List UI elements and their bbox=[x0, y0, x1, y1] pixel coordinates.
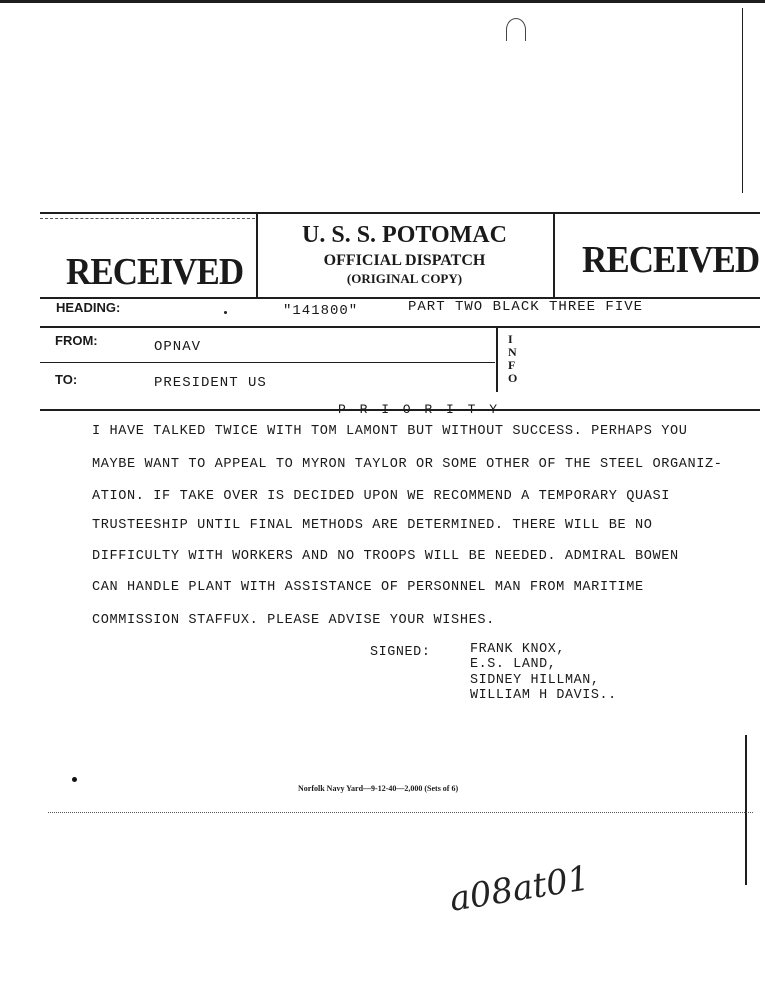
footer-dot bbox=[72, 777, 77, 782]
received-stamp-right: RECEIVED bbox=[582, 239, 760, 281]
footer-dashed-line bbox=[48, 812, 753, 813]
from-top-border bbox=[40, 326, 760, 328]
heading-number: "141800" bbox=[283, 303, 359, 319]
header-dashed-line bbox=[40, 218, 255, 219]
heading-dot bbox=[224, 311, 227, 314]
message-line: I HAVE TALKED TWICE WITH TOM LAMONT BUT WITHOUT SUCCESS. PERHAPS YOU bbox=[92, 424, 688, 439]
heading-top-border bbox=[40, 297, 760, 299]
header-divider-right bbox=[553, 212, 555, 298]
signed-label: SIGNED: bbox=[370, 645, 431, 660]
form-print-note: Norfolk Navy Yard—9-12-40—2,000 (Sets of 6) bbox=[298, 784, 459, 793]
to-top-border bbox=[40, 362, 495, 363]
copy-type: (ORIGINAL COPY) bbox=[346, 271, 463, 286]
received-stamp-left: RECEIVED bbox=[66, 251, 244, 293]
from-label: FROM: bbox=[55, 333, 98, 348]
heading-label: HEADING: bbox=[56, 300, 121, 315]
message-line: CAN HANDLE PLANT WITH ASSISTANCE OF PERSONNEL MAN FROM MARITIME bbox=[92, 580, 644, 595]
info-letter-n: N bbox=[508, 345, 517, 359]
message-line: MAYBE WANT TO APPEAL TO MYRON TAYLOR OR SOME OTHER OF THE STEEL ORGANIZ- bbox=[92, 457, 723, 472]
to-value: PRESIDENT US bbox=[154, 375, 267, 391]
punch-hole-mark bbox=[506, 18, 526, 41]
priority-line: P R I O R I T Y bbox=[338, 402, 501, 417]
message-line: TRUSTEESHIP UNTIL FINAL METHODS ARE DETERMINED. THERE WILL BE NO bbox=[92, 518, 653, 533]
to-label: TO: bbox=[55, 372, 78, 387]
message-line: DIFFICULTY WITH WORKERS AND NO TROOPS WILL BE NEEDED. ADMIRAL BOWEN bbox=[92, 549, 679, 564]
ship-name: U. S. S. POTOMAC bbox=[302, 222, 507, 248]
heading-value: PART TWO BLACK THREE FIVE bbox=[408, 299, 644, 315]
info-letter-f: F bbox=[508, 358, 516, 372]
handwritten-note: a08at01 bbox=[446, 858, 593, 920]
message-line: COMMISSION STAFFUX. PLEASE ADVISE YOUR WISHES. bbox=[92, 613, 495, 628]
signatory-name: WILLIAM H DAVIS.. bbox=[470, 688, 617, 703]
signatory-name: E.S. LAND, bbox=[470, 657, 557, 672]
message-line: ATION. IF TAKE OVER IS DECIDED UPON WE RECOMMEND A TEMPORARY QUASI bbox=[92, 489, 670, 504]
signatory-name: SIDNEY HILLMAN, bbox=[470, 673, 600, 688]
top-edge-line bbox=[0, 0, 765, 3]
right-margin-mark-lower bbox=[745, 735, 747, 885]
info-letter-o: O bbox=[508, 371, 518, 385]
dispatch-type: OFFICIAL DISPATCH bbox=[323, 252, 486, 269]
header-top-border bbox=[40, 212, 760, 214]
info-divider bbox=[496, 326, 498, 392]
from-value: OPNAV bbox=[154, 339, 202, 355]
signatory-name: FRANK KNOX, bbox=[470, 642, 565, 657]
info-letter-i: I bbox=[508, 332, 513, 346]
right-margin-mark bbox=[742, 8, 743, 193]
